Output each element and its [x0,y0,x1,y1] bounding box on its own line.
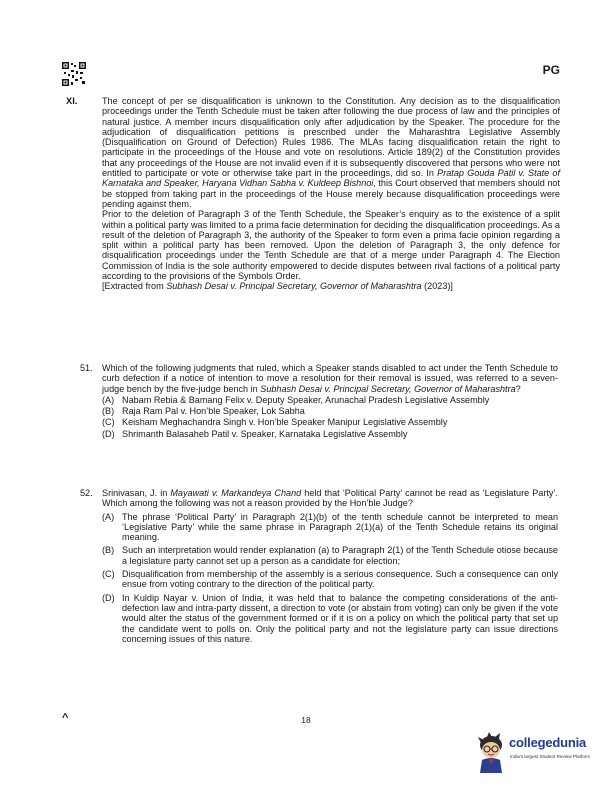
brand-name: collegedunia [509,735,587,750]
option-label: (A) [102,511,115,522]
option-text: Raja Ram Pal v. Hon’ble Speaker, Lok Sabha [122,406,305,417]
question-text-part: held that ‘Political Party’ cannot be read as ‘Legislature Party’. Which among the following was not a reason provided by the Hon’ble Judge? [102,488,558,509]
option-text: Shrimanth Balasaheb Patil v. Speaker, Karnataka Legislative Assembly [122,428,408,439]
question-text-part: Srinivasan, J. in [102,488,171,498]
paragraph-text: The concept of per se disqualification is unknown to the Constitution. Any decision as to the disqualification proceedings under the Tenth Schedule must be taken after following the due process of law and the principles of natural justice. A member incurs disqualification only after adjudication by the Speaker. The procedure for the adjudication of disqualification petitions is prescribed under the Maharashtra Legislative Assembly (Disqualification on Ground of Defection) Rules 1986. The MLAs facing disqualification retain the right to participate in the proceedings of the House and vote on resolutions. Article 189(2) of the Constitution provides that any proceedings of the House are not invalid even if it is subsequently discovered that persons who were not entitled to participate or vote or otherwise take part in the proceedings, did so. In [102,96,560,179]
passage-label: XI. [66,96,78,106]
option-b [102,406,558,416]
question-52 [80,488,558,644]
collegedunia-logo [473,731,603,773]
question-number: 51. [80,363,93,373]
option-text: In Kuldip Nayar v. Union of India, it was held that to balance the competing considerations of the anti-defection law and intra-party dissent, a direction to vote (or abstain from voting) can only be given if the vote would alter the status of the government formed or if it is on a policy on which the political party that set up the candidate went to polls on. Only the political party and not the legislature party can issue directions concerning issues of this nature. [122,592,558,644]
question-text [102,363,558,394]
paragraph-text: , this Court observed that members should not be stopped from taking part in the proceedings of the House merely because disqualification proceedings were pending against them. [102,178,560,209]
option-label: (B) [102,406,115,417]
passage [66,96,560,292]
passage-paragraph-2: Prior to the deletion of Paragraph 3 of the Tenth Schedule, the Speaker’s enquiry as to the existence of a split within a political party was limited to a prima facie determination for deciding the disqualification proceedings. As a result of the deletion of Paragraph 3, the authority of the Speaker to form even a prima facie opinion regarding a split within a political party has been removed. Upon the deletion of Paragraph 3, the only defence for disqualification proceedings under the Tenth Schedule are that of a merge under Paragraph 4. The Election Commission of India is the sole authority empowered to decide disputes between rival factions of a political party according to the provisions of the Symbols Order. [102,209,560,282]
citation-suffix: (2023)] [421,281,453,292]
option-text: Disqualification from membership of the assembly is a serious consequence. Such a consequence can only ensue from voting contrary to the direction of the political party. [122,569,558,590]
option-c [102,417,558,427]
option-text: Nabam Rebia & Bamang Felix v. Deputy Speaker, Arunachal Pradesh Legislative Assembly [122,394,490,405]
option-label: (D) [102,592,115,603]
paper-code: PG [542,63,560,77]
mascot-icon [473,731,509,773]
passage-paragraph-1 [102,96,560,209]
option-a [102,512,558,543]
question-number: 52. [80,488,93,498]
case-name: Subhash Desai v. Principal Secretary, Governor of Maharashtra [260,383,516,394]
option-label: (A) [102,394,115,405]
citation-prefix: [Extracted from [102,281,167,292]
option-d [102,429,558,439]
question-text-part: ? [515,383,521,394]
qr-code-icon [62,62,86,86]
option-text: Such an interpretation would render explanation (a) to Paragraph 2(1) of the Tenth Schedule otiose because a legislature party cannot set up a person as a candidate for election; [122,545,558,566]
passage-citation [102,281,560,291]
question-51 [80,363,558,439]
page-number: 18 [301,715,311,725]
case-name: Pratap Gouda Patil v. State of Karnataka and Speaker, Haryana Vidhan Sabha v. Kuldeep Bishnoi [102,168,560,189]
question-text [102,488,558,509]
case-name: Mayawati v. Markandeya Chand [170,488,302,498]
option-label: (D) [102,428,115,439]
option-label: (C) [102,417,115,428]
question-text-part: Which of the following judgments that ruled, which a Speaker stands disabled to act under the Tenth Schedule to curb defection if a notice of intention to move a resolution for their removal is issued, was referred to a seven-judge bench by the five-judge bench in [102,363,558,394]
option-a [102,395,558,405]
option-label: (B) [102,545,115,556]
option-c [102,569,558,590]
caret-mark: ^ [62,712,69,724]
option-label: (C) [102,569,115,580]
option-text: The phrase ‘Political Party’ in Paragraph 2(1)(b) of the tenth schedule cannot be interpreted to mean ‘Legislative Party’ while the same phrase in Paragraph 2(1)(a) of the Tenth Schedule retains its original meaning. [122,511,558,543]
option-text: Keisham Meghachandra Singh v. Hon’ble Speaker Manipur Legislative Assembly [122,417,448,428]
option-b [102,545,558,566]
citation-case: Subhash Desai v. Principal Secretary, Governor of Maharashtra [166,281,422,292]
brand-tagline: India's largest Student Review Platform [510,754,591,759]
option-d [102,593,558,644]
